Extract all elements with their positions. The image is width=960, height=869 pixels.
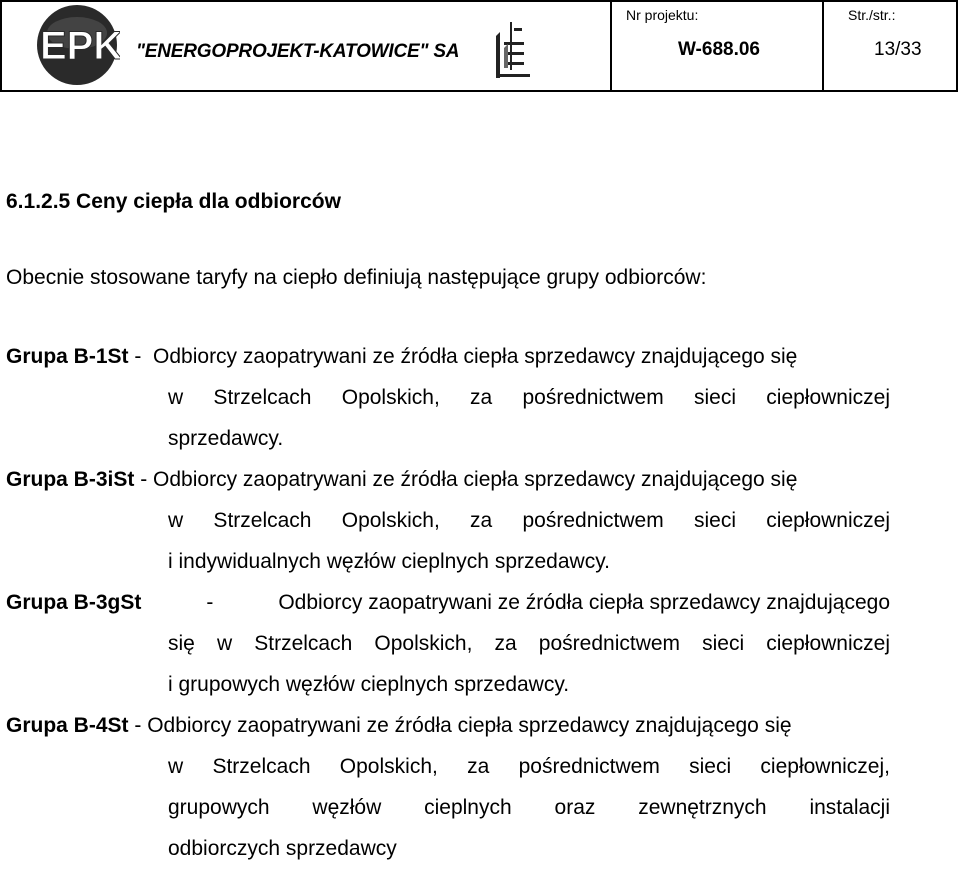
page-number-label: Str./str.: — [848, 7, 896, 23]
group-description-line: w Strzelcach Opolskich, za pośrednictwem sieci ciepłowniczej — [168, 386, 890, 409]
section-heading: 6.1.2.5 Ceny ciepła dla odbiorców — [6, 190, 341, 213]
group-description-line: Odbiorcy zaopatrywani ze źródła ciepła sprzedawcy znajdującego się — [147, 714, 792, 737]
group-separator: - — [206, 591, 214, 614]
page-header — [0, 0, 958, 92]
logo-cell — [2, 2, 124, 90]
group-name: Grupa B-1St — [6, 345, 129, 368]
epk-logo — [2, 2, 120, 90]
group-name: Grupa B-4St — [6, 714, 129, 737]
group-description-line: w Strzelcach Opolskich, za pośrednictwem sieci ciepłowniczej, — [168, 755, 890, 778]
group-description-line: Odbiorcy zaopatrywani ze źródła ciepła sprzedawcy znajdującego — [278, 591, 890, 614]
group-b-4st — [6, 705, 890, 869]
group-name: Grupa B-3iSt — [6, 468, 135, 491]
company-name: "ENERGOPROJEKT-KATOWICE" SA — [136, 41, 460, 62]
group-description-line: i indywidualnych węzłów cieplnych sprzedawcy. — [168, 550, 610, 573]
page-number: 13/33 — [874, 39, 922, 60]
company-cell — [124, 2, 612, 90]
group-name: Grupa B-3gSt — [6, 591, 142, 614]
energoprojekt-mark-icon — [492, 18, 532, 80]
project-number-cell — [612, 2, 824, 90]
intro-paragraph: Obecnie stosowane taryfy na ciepło definiują następujące grupy odbiorców: — [6, 266, 707, 289]
group-description-line: Odbiorcy zaopatrywani ze źródła ciepła sprzedawcy znajdującego się — [153, 468, 798, 491]
group-separator: - — [134, 345, 142, 368]
group-description-line: grupowych węzłów cieplnych oraz zewnętrznych instalacji — [168, 796, 890, 819]
group-description-line: w Strzelcach Opolskich, za pośrednictwem sieci ciepłowniczej — [168, 509, 890, 532]
group-description-line: się w Strzelcach Opolskich, za pośrednictwem sieci ciepłowniczej — [168, 632, 890, 655]
group-description-line: i grupowych węzłów cieplnych sprzedawcy. — [168, 673, 570, 696]
group-description-line: odbiorczych sprzedawcy — [168, 837, 397, 860]
group-description-line: sprzedawcy. — [168, 427, 284, 450]
project-number: W-688.06 — [678, 39, 760, 60]
group-b-1st — [6, 336, 890, 459]
group-separator: - — [134, 714, 142, 737]
group-separator: - — [140, 468, 148, 491]
group-description-line: Odbiorcy zaopatrywani ze źródła ciepła sprzedawcy znajdującego się — [153, 345, 798, 368]
group-b-3ist — [6, 459, 890, 582]
project-number-label: Nr projektu: — [626, 7, 699, 23]
group-b-3gst — [6, 582, 890, 705]
page-number-cell — [824, 2, 956, 90]
svg-text:EPK: EPK — [40, 24, 120, 68]
